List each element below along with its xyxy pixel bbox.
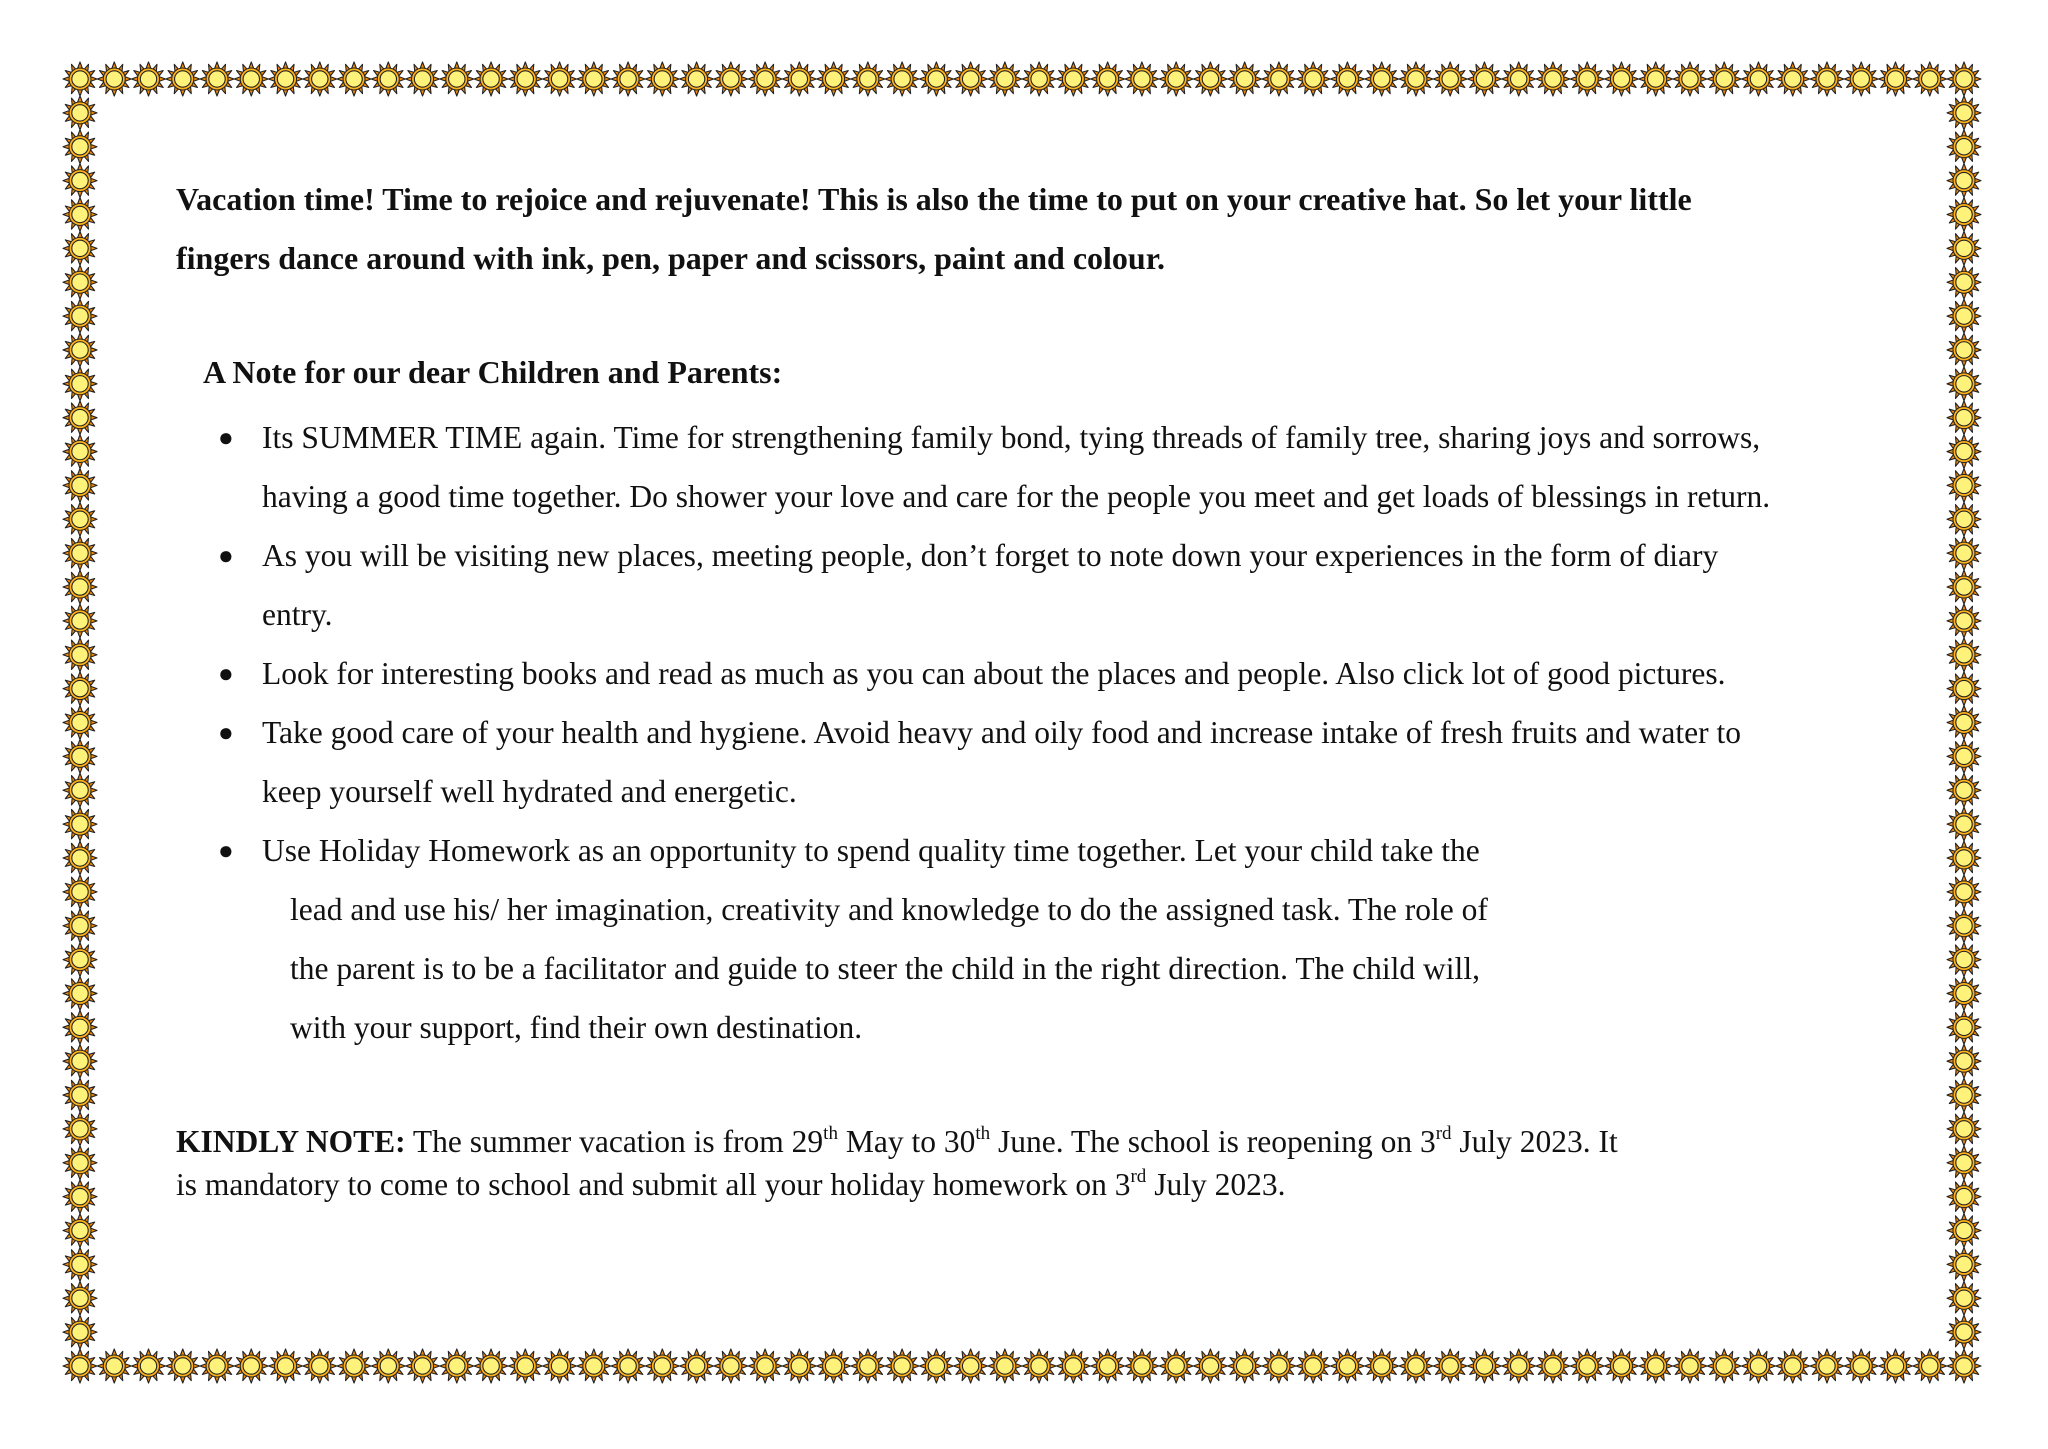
sun-icon — [1125, 1349, 1159, 1383]
sun-icon — [748, 1349, 782, 1383]
sun-icon — [1707, 1349, 1741, 1383]
sun-icon — [1365, 1349, 1399, 1383]
note-list — [176, 408, 1876, 1057]
sun-icon — [1228, 1349, 1262, 1383]
sun-icon — [97, 62, 131, 96]
sun-icon — [63, 265, 97, 299]
sun-icon — [817, 1349, 851, 1383]
sun-icon — [1844, 1349, 1878, 1383]
sun-icon — [1193, 1349, 1227, 1383]
sun-icon — [1947, 265, 1981, 299]
sun-icon — [782, 62, 816, 96]
sun-icon — [543, 1349, 577, 1383]
sun-icon — [63, 909, 97, 943]
bullet-icon: ● — [218, 836, 234, 865]
sun-icon — [63, 96, 97, 130]
sun-icon — [1433, 62, 1467, 96]
sun-icon — [303, 1349, 337, 1383]
sun-icon — [1776, 62, 1810, 96]
sun-icon — [337, 62, 371, 96]
sun-icon — [1947, 1180, 1981, 1214]
sun-icon — [303, 62, 337, 96]
kindly-note-text: June. The school is reopening on 3 — [990, 1124, 1436, 1159]
sun-icon — [63, 875, 97, 909]
sun-icon — [200, 62, 234, 96]
sun-icon — [1262, 1349, 1296, 1383]
sun-icon — [63, 570, 97, 604]
sun-icon — [1947, 943, 1981, 977]
sun-icon — [269, 1349, 303, 1383]
list-item — [176, 408, 1876, 526]
sun-icon — [1947, 96, 1981, 130]
sun-icon — [1947, 604, 1981, 638]
sun-icon — [1947, 909, 1981, 943]
sun-icon — [714, 62, 748, 96]
list-item — [176, 703, 1876, 821]
sun-icon — [1330, 62, 1364, 96]
sun-icon — [611, 1349, 645, 1383]
list-item-line: the parent is to be a facilitator and guide to steer the child in the right direction. The child will, — [290, 951, 1480, 986]
sun-icon — [1947, 1315, 1981, 1349]
sun-icon — [1673, 1349, 1707, 1383]
sun-icon — [63, 435, 97, 469]
sun-icon — [1022, 62, 1056, 96]
sun-icon — [63, 502, 97, 536]
sun-icon — [1056, 1349, 1090, 1383]
sun-icon — [1947, 1044, 1981, 1078]
sun-icon — [1947, 1010, 1981, 1044]
sun-icon — [1296, 1349, 1330, 1383]
sun-icon — [645, 1349, 679, 1383]
sun-icon — [1604, 62, 1638, 96]
sun-icon — [1467, 1349, 1501, 1383]
sun-icon — [508, 62, 542, 96]
sun-icon — [63, 672, 97, 706]
sun-icon — [1159, 62, 1193, 96]
sun-icon — [63, 1349, 97, 1383]
sun-icon — [885, 1349, 919, 1383]
sun-icon — [1913, 1349, 1947, 1383]
sun-icon — [1502, 1349, 1536, 1383]
sun-icon — [63, 536, 97, 570]
sun-icon — [1810, 1349, 1844, 1383]
sun-icon — [1947, 536, 1981, 570]
sun-icon — [1947, 1281, 1981, 1315]
sun-icon — [406, 1349, 440, 1383]
sun-icon — [1125, 62, 1159, 96]
sun-icon — [543, 62, 577, 96]
kindly-note-text: The summer vacation is from 29 — [405, 1124, 824, 1159]
sun-icon — [1947, 841, 1981, 875]
sun-icon — [1947, 638, 1981, 672]
sun-icon — [1467, 62, 1501, 96]
sun-icon — [954, 1349, 988, 1383]
ordinal-suffix: th — [975, 1123, 991, 1144]
list-item-line: Use Holiday Homework as an opportunity to spend quality time together. Let your child take the — [262, 833, 1480, 868]
sun-icon — [63, 299, 97, 333]
sun-icon — [63, 1247, 97, 1281]
sun-icon — [817, 62, 851, 96]
sun-icon — [1399, 1349, 1433, 1383]
sun-icon — [63, 1315, 97, 1349]
sun-icon — [1707, 62, 1741, 96]
sun-icon — [1741, 62, 1775, 96]
sun-icon — [1193, 62, 1227, 96]
sun-icon — [166, 1349, 200, 1383]
sun-icon — [1091, 1349, 1125, 1383]
intro-paragraph — [176, 170, 1876, 288]
sun-icon — [1947, 197, 1981, 231]
sun-icon — [63, 976, 97, 1010]
sun-icon — [577, 1349, 611, 1383]
sun-icon — [1913, 62, 1947, 96]
sun-icon — [1947, 1214, 1981, 1248]
sun-icon — [63, 1180, 97, 1214]
sun-icon — [1330, 1349, 1364, 1383]
sun-icon — [63, 401, 97, 435]
sun-icon — [508, 1349, 542, 1383]
kindly-note-text: July 2023. — [1146, 1167, 1286, 1202]
list-item-line: Its SUMMER TIME again. Time for strengthening family bond, tying threads of family tree, sharing joys and sorrows, — [262, 420, 1761, 455]
list-item-line: As you will be visiting new places, meeting people, don’t forget to note down your experiences in the form of diary — [262, 538, 1719, 573]
sun-icon — [63, 468, 97, 502]
sun-icon — [1159, 1349, 1193, 1383]
sun-icon — [1091, 62, 1125, 96]
sun-icon — [63, 1112, 97, 1146]
sun-icon — [1878, 1349, 1912, 1383]
sun-icon — [1228, 62, 1262, 96]
sun-icon — [1947, 468, 1981, 502]
bullet-icon: ● — [218, 541, 234, 570]
sun-icon — [680, 1349, 714, 1383]
ordinal-suffix: rd — [1435, 1123, 1452, 1144]
sun-icon — [63, 62, 97, 96]
sun-icon — [1536, 62, 1570, 96]
sun-icon — [1639, 62, 1673, 96]
sun-icon — [1947, 231, 1981, 265]
sun-icon — [1570, 1349, 1604, 1383]
sun-icon — [1810, 62, 1844, 96]
sun-icon — [371, 62, 405, 96]
sun-icon — [1947, 706, 1981, 740]
sun-icon — [371, 1349, 405, 1383]
sun-icon — [474, 62, 508, 96]
sun-icon — [234, 1349, 268, 1383]
sun-icon — [63, 130, 97, 164]
sun-icon — [1433, 1349, 1467, 1383]
sun-icon — [885, 62, 919, 96]
sun-icon — [1947, 1078, 1981, 1112]
sun-icon — [680, 62, 714, 96]
sun-icon — [440, 1349, 474, 1383]
sun-icon — [1947, 672, 1981, 706]
ordinal-suffix: th — [823, 1123, 838, 1144]
sun-icon — [1399, 62, 1433, 96]
sun-icon — [166, 62, 200, 96]
sun-icon — [63, 1214, 97, 1248]
list-item-line: Look for interesting books and read as much as you can about the places and people. Also click lot of good pictures. — [262, 656, 1726, 691]
sun-icon — [1639, 1349, 1673, 1383]
sun-icon — [269, 62, 303, 96]
sun-icon — [1947, 773, 1981, 807]
sun-icon — [132, 1349, 166, 1383]
sun-icon — [714, 1349, 748, 1383]
list-item — [176, 644, 1876, 703]
list-item — [176, 821, 1672, 1057]
sun-icon — [1947, 367, 1981, 401]
sun-icon — [577, 62, 611, 96]
sun-icon — [1022, 1349, 1056, 1383]
sun-icon — [851, 1349, 885, 1383]
sun-icon — [63, 231, 97, 265]
intro-line-1: Vacation time! Time to rejoice and rejuvenate! This is also the time to put on your creative hat. So let your little — [176, 181, 1692, 217]
sun-icon — [1947, 570, 1981, 604]
sun-icon — [132, 62, 166, 96]
sun-icon — [63, 164, 97, 198]
list-item-line: lead and use his/ her imagination, creativity and knowledge to do the assigned task. The role of — [290, 892, 1488, 927]
list-item-line: entry. — [262, 597, 333, 632]
sun-icon — [63, 333, 97, 367]
kindly-note-text: July 2023. It — [1451, 1124, 1618, 1159]
sun-icon — [63, 706, 97, 740]
sun-icon — [1776, 1349, 1810, 1383]
sun-icon — [337, 1349, 371, 1383]
list-item-line: Take good care of your health and hygiene. Avoid heavy and oily food and increase intake of fresh fruits and water to — [262, 715, 1741, 750]
bullet-icon: ● — [218, 718, 234, 747]
sun-icon — [919, 1349, 953, 1383]
list-item-line: with your support, find their own destination. — [290, 1010, 863, 1045]
sun-icon — [63, 841, 97, 875]
sun-icon — [1947, 1112, 1981, 1146]
sun-icon — [63, 1146, 97, 1180]
sun-icon — [1947, 1247, 1981, 1281]
sun-icon — [1365, 62, 1399, 96]
sun-icon — [200, 1349, 234, 1383]
sun-icon — [954, 62, 988, 96]
sun-icon — [1947, 401, 1981, 435]
sun-icon — [63, 773, 97, 807]
sun-icon — [1947, 130, 1981, 164]
bullet-icon: ● — [218, 659, 234, 688]
sun-icon — [851, 62, 885, 96]
kindly-note-text: May to 30 — [837, 1124, 976, 1159]
sun-icon — [1947, 1146, 1981, 1180]
sun-icon — [1947, 502, 1981, 536]
sun-icon — [63, 1281, 97, 1315]
sun-icon — [474, 1349, 508, 1383]
list-item-line: having a good time together. Do shower your love and care for the people you meet and get loads of blessings in return. — [262, 479, 1771, 514]
sun-icon — [1947, 807, 1981, 841]
list-item-line: keep yourself well hydrated and energetic. — [262, 774, 797, 809]
list-item — [176, 526, 1876, 644]
sun-icon — [1947, 435, 1981, 469]
sun-icon — [63, 807, 97, 841]
sun-icon — [1947, 62, 1981, 96]
kindly-note-label: KINDLY NOTE: — [176, 1124, 406, 1159]
sun-icon — [1947, 976, 1981, 1010]
sun-icon — [1947, 299, 1981, 333]
sun-icon — [440, 62, 474, 96]
sun-icon — [1878, 62, 1912, 96]
sun-icon — [1604, 1349, 1638, 1383]
sun-icon — [63, 367, 97, 401]
sun-icon — [1741, 1349, 1775, 1383]
sun-icon — [63, 943, 97, 977]
intro-line-2: fingers dance around with ink, pen, paper and scissors, paint and colour. — [176, 240, 1165, 276]
sun-icon — [234, 62, 268, 96]
sun-icon — [611, 62, 645, 96]
bullet-icon: ● — [218, 423, 234, 452]
sun-icon — [782, 1349, 816, 1383]
sun-icon — [1536, 1349, 1570, 1383]
sun-icon — [988, 62, 1022, 96]
sun-icon — [406, 62, 440, 96]
sun-icon — [63, 197, 97, 231]
sun-icon — [63, 604, 97, 638]
sun-icon — [1947, 1349, 1981, 1383]
sun-icon — [1947, 333, 1981, 367]
sun-icon — [63, 638, 97, 672]
sun-icon — [1947, 164, 1981, 198]
note-heading: A Note for our dear Children and Parents: — [203, 354, 783, 390]
sun-icon — [919, 62, 953, 96]
sun-icon — [1502, 62, 1536, 96]
sun-icon — [1844, 62, 1878, 96]
sun-icon — [63, 1044, 97, 1078]
sun-icon — [1673, 62, 1707, 96]
ordinal-suffix: rd — [1130, 1166, 1147, 1187]
sun-icon — [1947, 739, 1981, 773]
sun-icon — [1056, 62, 1090, 96]
sun-icon — [63, 739, 97, 773]
sun-icon — [97, 1349, 131, 1383]
sun-icon — [748, 62, 782, 96]
sun-icon — [63, 1010, 97, 1044]
kindly-note-text: is mandatory to come to school and submit all your holiday homework on 3 — [176, 1167, 1131, 1202]
sun-icon — [1296, 62, 1330, 96]
sun-icon — [1947, 875, 1981, 909]
sun-icon — [988, 1349, 1022, 1383]
sun-icon — [1262, 62, 1296, 96]
sun-icon — [63, 1078, 97, 1112]
sun-icon — [1570, 62, 1604, 96]
kindly-note — [176, 1120, 1776, 1206]
sun-icon — [645, 62, 679, 96]
